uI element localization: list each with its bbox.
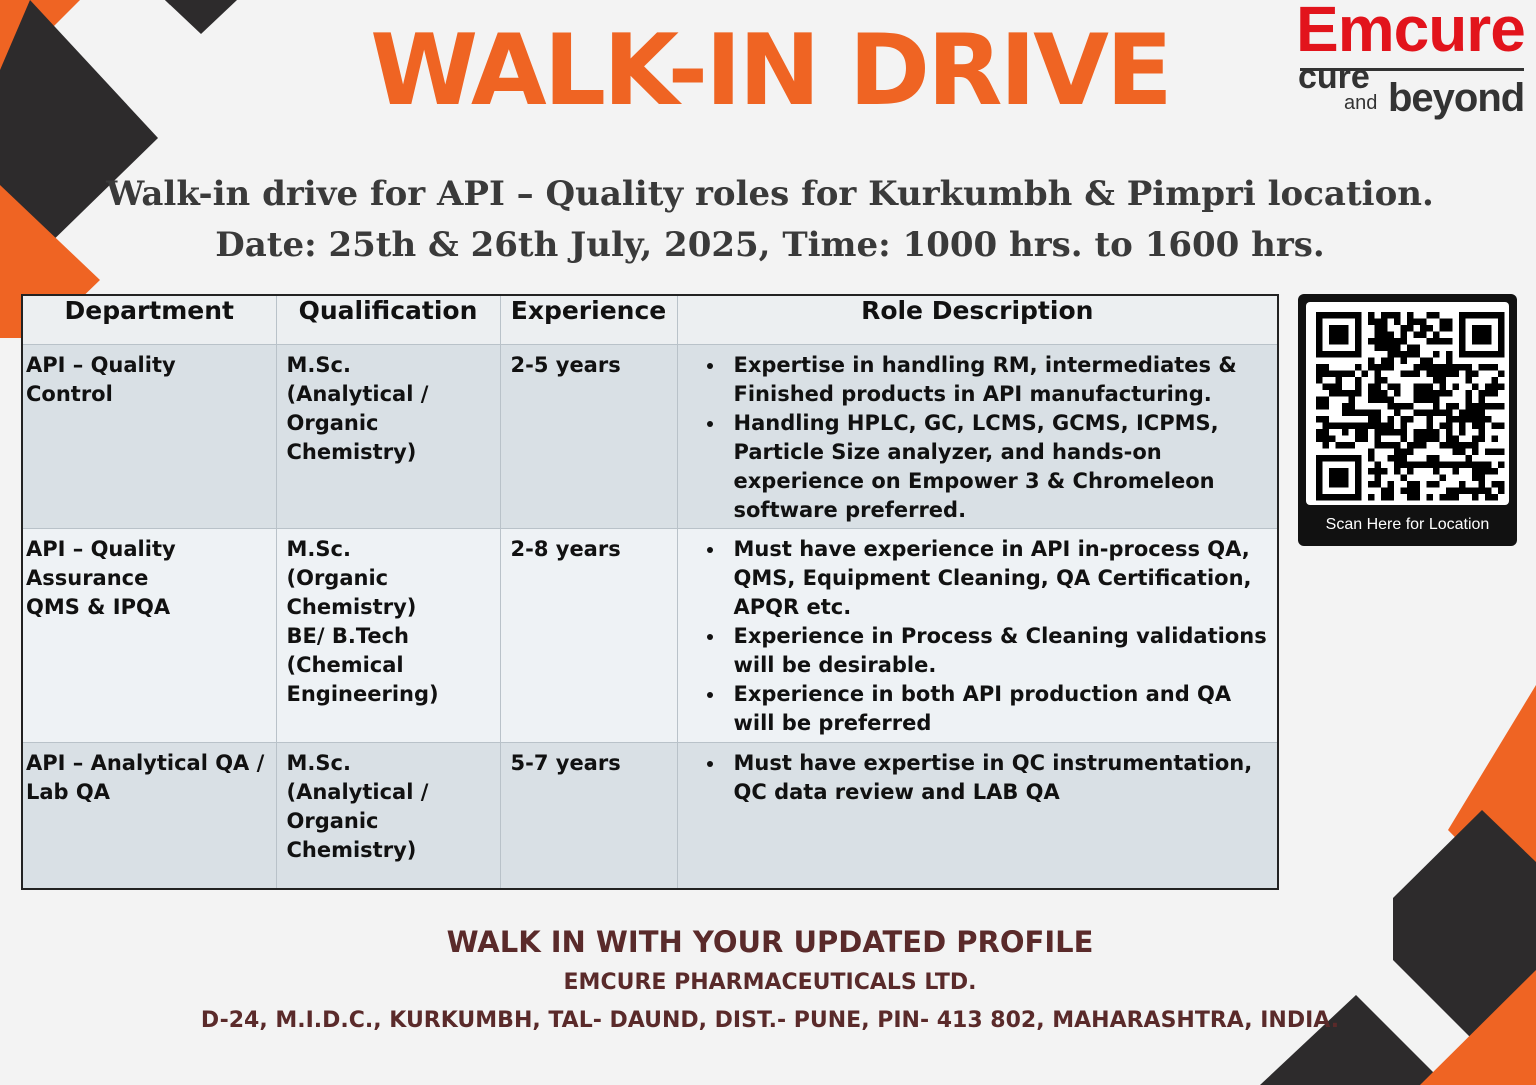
text-line: Chemistry) bbox=[286, 595, 417, 619]
text-line: QMS & IPQA bbox=[26, 595, 171, 619]
text-line: BE/ B.Tech bbox=[286, 624, 409, 648]
cell-department bbox=[22, 345, 276, 529]
role-item: • Must have expertise in QC instrumentation, QC data review and LAB QA bbox=[726, 749, 1270, 807]
role-list bbox=[688, 535, 1270, 738]
cell-role-description bbox=[677, 529, 1278, 743]
decorative-corner-top-accent bbox=[165, 0, 240, 36]
text-line: M.Sc. bbox=[286, 537, 351, 561]
footer-cta: WALK IN WITH YOUR UPDATED PROFILE bbox=[446, 925, 1094, 959]
header-role-description: Role Description bbox=[677, 295, 1278, 345]
text-line: API – Analytical QA / bbox=[26, 751, 265, 775]
cell-department bbox=[22, 529, 276, 743]
text-line: Assurance bbox=[26, 566, 149, 590]
role-list bbox=[688, 351, 1270, 525]
role-item: • Experience in Process & Cleaning validations will be desirable. bbox=[726, 622, 1270, 680]
text-line: Engineering) bbox=[286, 682, 439, 706]
text-line: Chemistry) bbox=[286, 838, 417, 862]
cell-qualification bbox=[276, 743, 500, 890]
role-item: • Must have experience in API in-process QA, QMS, Equipment Cleaning, QA Certification, APQR etc. bbox=[726, 535, 1270, 622]
text-line: (Chemical bbox=[286, 653, 404, 677]
cell-role-description bbox=[677, 345, 1278, 529]
role-item: • Handling HPLC, GC, LCMS, GCMS, ICPMS, Particle Size analyzer, and hands-on experience on Empower 3 & Chromeleon software preferred. bbox=[726, 409, 1270, 525]
text-line: M.Sc. bbox=[286, 353, 351, 377]
qr-location-card[interactable] bbox=[1298, 294, 1517, 546]
decorative-corner-top-left bbox=[0, 0, 170, 340]
text-line: (Analytical / bbox=[286, 382, 429, 406]
logo-tagline-cure: cure bbox=[1298, 58, 1370, 96]
text-line: (Analytical / bbox=[286, 780, 429, 804]
cell-qualification bbox=[276, 345, 500, 529]
cell-experience: 2-8 years bbox=[500, 529, 677, 743]
text-line: Lab QA bbox=[26, 780, 110, 804]
qr-label: Scan Here for Location bbox=[1325, 516, 1490, 533]
header-qualification: Qualification bbox=[276, 295, 500, 345]
cell-department bbox=[22, 743, 276, 890]
text-line: API – Quality bbox=[26, 353, 176, 377]
emcure-logo bbox=[1292, 0, 1532, 130]
footer-address: D-24, M.I.D.C., KURKUMBH, TAL- DAUND, DIST.- PUNE, PIN- 413 802, MAHARASHTRA, INDIA. bbox=[200, 1008, 1340, 1033]
cell-experience: 2-5 years bbox=[500, 345, 677, 529]
cell-qualification bbox=[276, 529, 500, 743]
logo-brand: Emcure bbox=[1296, 0, 1525, 65]
text-line: Control bbox=[26, 382, 113, 406]
text-line: Organic bbox=[286, 411, 379, 435]
text-line: Organic bbox=[286, 809, 379, 833]
table-row bbox=[22, 345, 1278, 529]
footer-company: EMCURE PHARMACEUTICALS LTD. bbox=[563, 970, 977, 995]
header-department: Department bbox=[22, 295, 276, 345]
subtitle-date-time: Date: 25th & 26th July, 2025, Time: 1000 hrs. to 1600 hrs. bbox=[215, 225, 1325, 265]
text-line: M.Sc. bbox=[286, 751, 351, 775]
text-line: API – Quality bbox=[26, 537, 176, 561]
table-row bbox=[22, 529, 1278, 743]
role-list bbox=[688, 749, 1270, 807]
cell-experience: 5-7 years bbox=[500, 743, 677, 890]
table-header-row bbox=[22, 295, 1278, 345]
page-title: WALK-IN DRIVE bbox=[370, 14, 1170, 128]
jobs-table bbox=[21, 294, 1279, 890]
subtitle-roles: Walk-in drive for API – Quality roles for Kurkumbh & Pimpri location. bbox=[106, 174, 1434, 214]
logo-tagline-and: and bbox=[1344, 92, 1378, 114]
header-experience: Experience bbox=[500, 295, 677, 345]
logo-tagline-beyond: beyond bbox=[1388, 76, 1525, 120]
role-item: • Expertise in handling RM, intermediates & Finished products in API manufacturing. bbox=[726, 351, 1270, 409]
cell-role-description bbox=[677, 743, 1278, 890]
text-line: (Organic bbox=[286, 566, 389, 590]
qr-code-icon[interactable] bbox=[1306, 302, 1509, 505]
table-row bbox=[22, 743, 1278, 890]
role-item: • Experience in both API production and QA will be preferred bbox=[726, 680, 1270, 738]
text-line: Chemistry) bbox=[286, 440, 417, 464]
